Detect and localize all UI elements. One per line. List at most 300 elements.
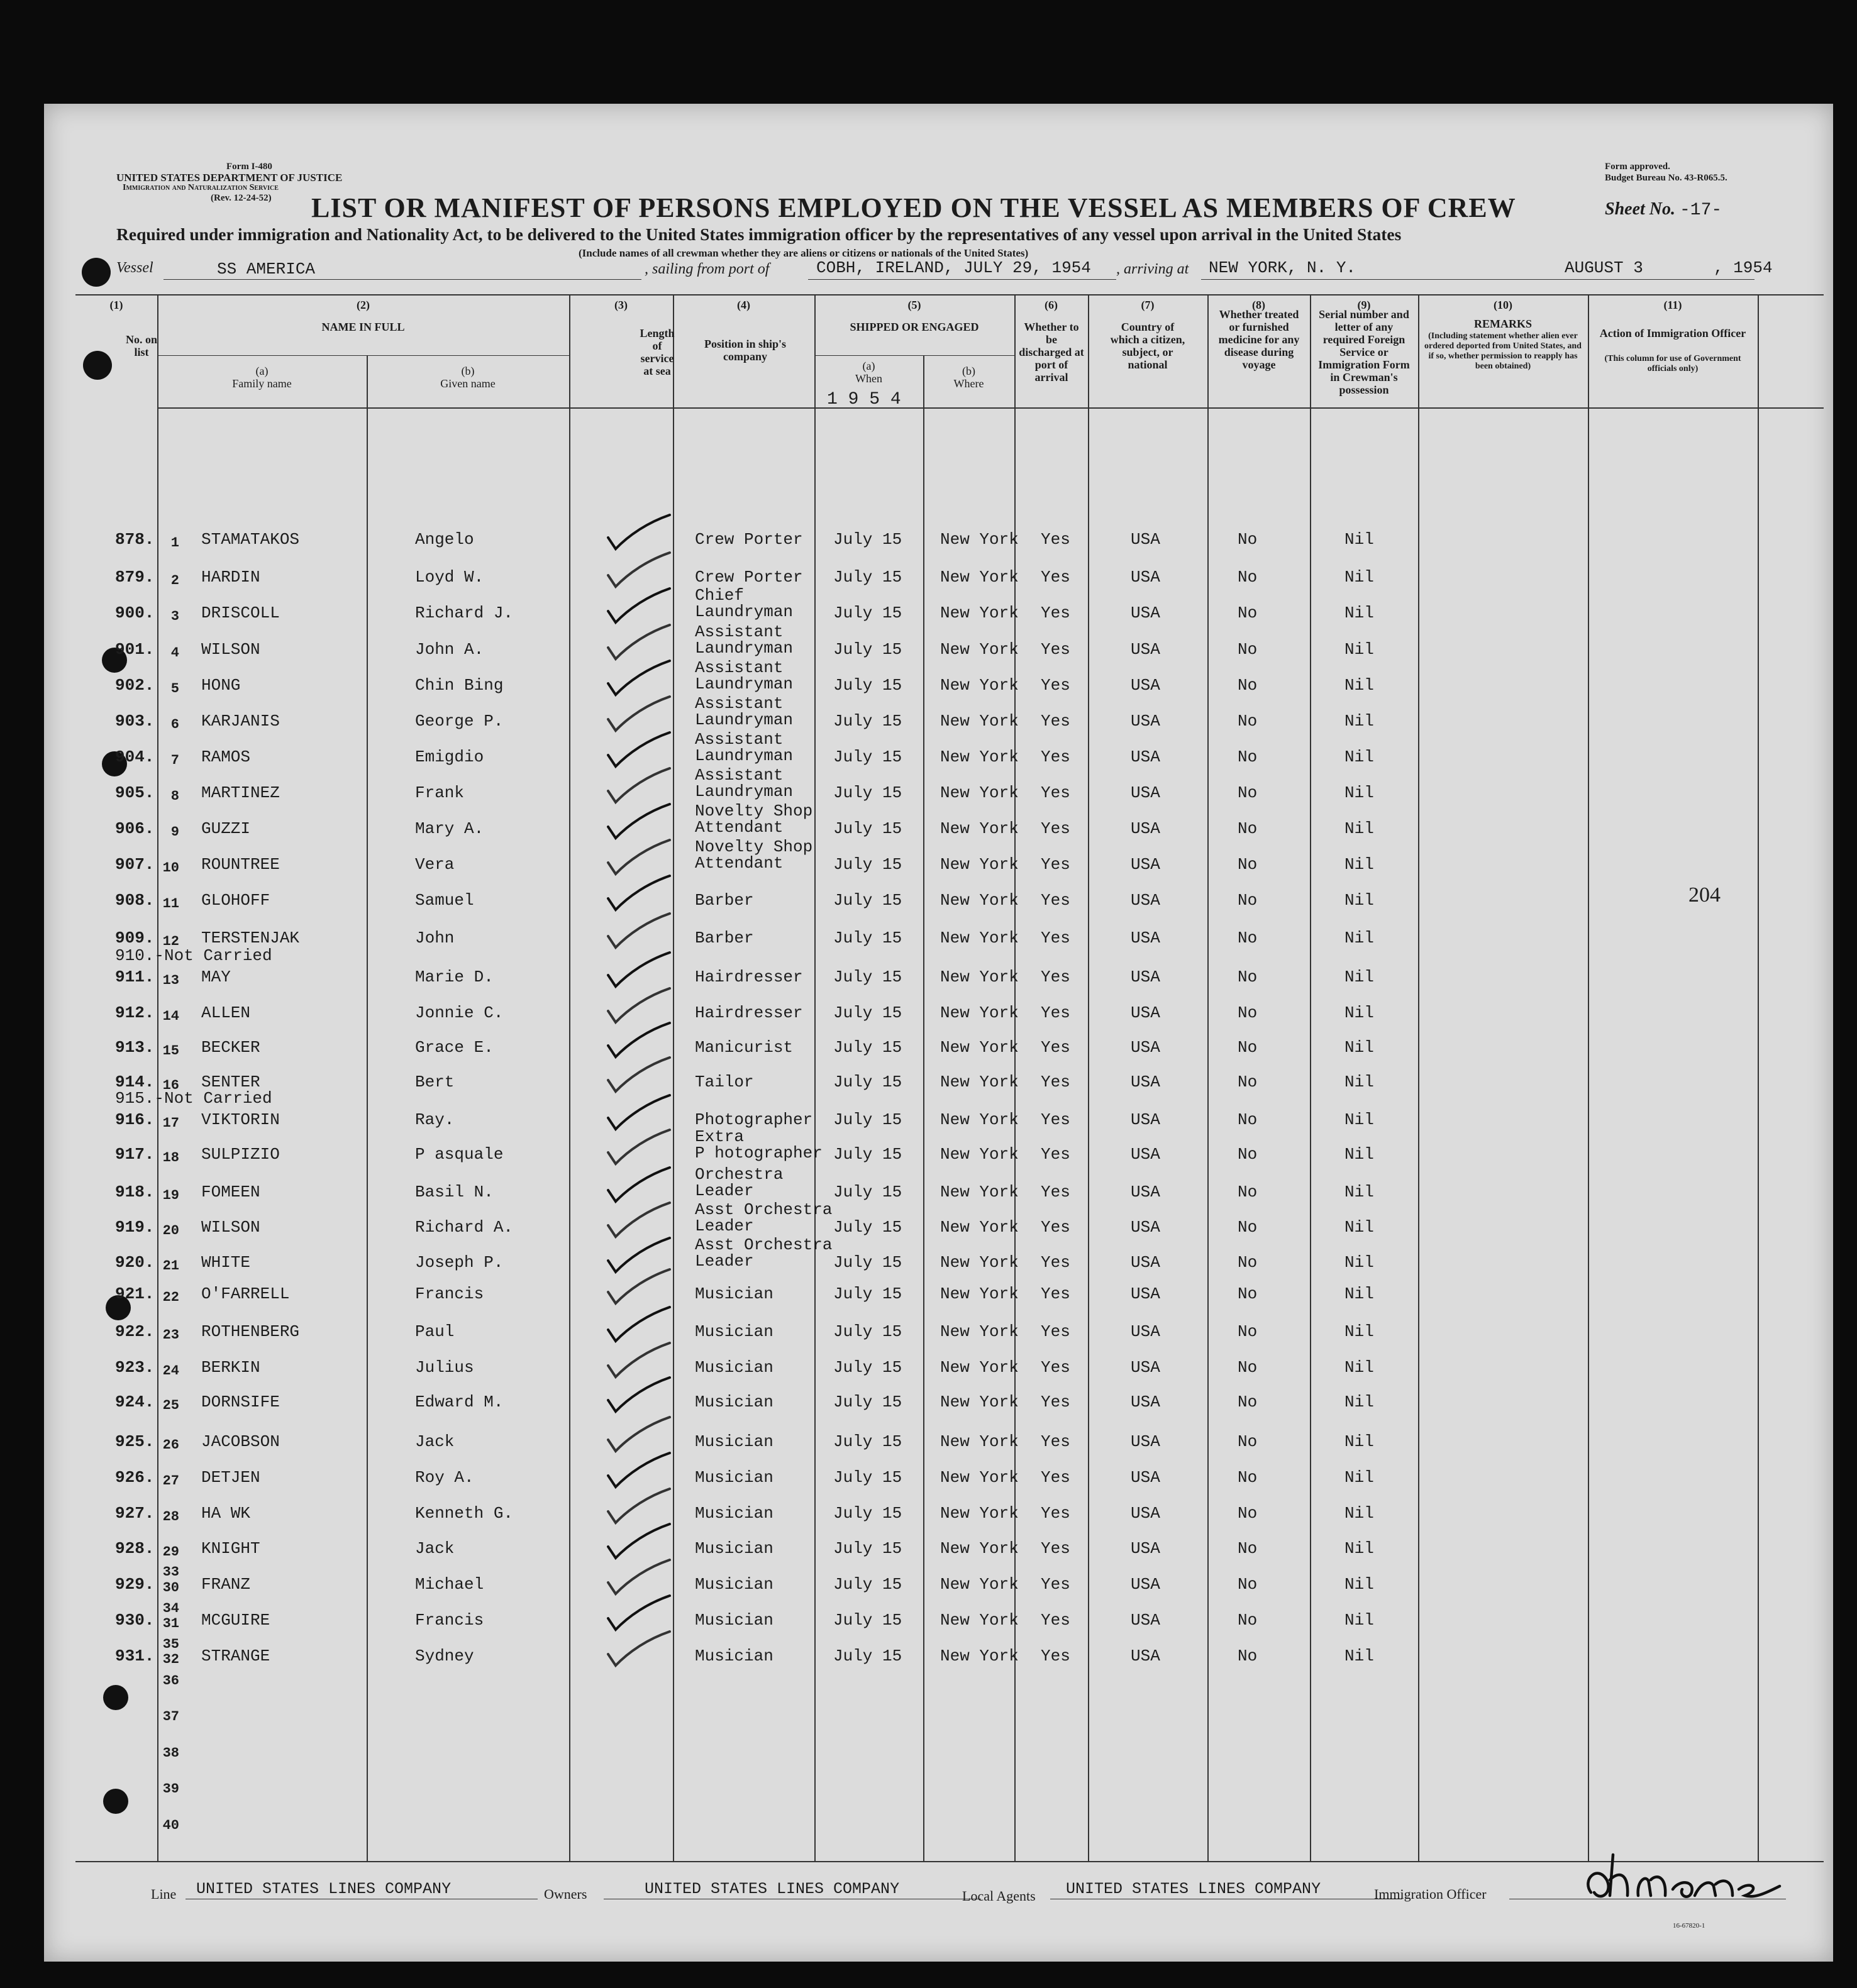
checkmark [608, 1596, 670, 1630]
shipped-where: New York [940, 568, 1019, 587]
citizenship: USA [1131, 891, 1160, 910]
line-number: 8 [170, 788, 179, 804]
shipped-when: July 15 [833, 1647, 902, 1665]
checkmark [608, 1307, 670, 1341]
print-code: 16-67820-1 [1673, 1922, 1705, 1930]
family-name: STAMATAKOS [201, 530, 300, 549]
service-checkmarks [44, 104, 1833, 1962]
given-name: Marie D. [415, 968, 494, 986]
line-number: 22 [162, 1289, 179, 1305]
budget-bureau: Budget Bureau No. 43-R065.5. [1605, 173, 1727, 183]
empty-line-number: 40 [162, 1817, 179, 1833]
shipped-where: New York [940, 1393, 1019, 1411]
position: Musician [695, 1468, 773, 1487]
serial-number: Nil [1344, 1253, 1374, 1272]
checkmark [608, 588, 670, 622]
position: Hairdresser [695, 1003, 803, 1022]
col-2-header: NAME IN FULL [321, 321, 405, 333]
given-name: Sydney [415, 1647, 474, 1665]
checkmark [608, 1489, 670, 1523]
position: Musician [695, 1284, 773, 1303]
given-name: Jonnie C. [415, 1003, 504, 1022]
serial-number: Nil [1344, 604, 1374, 622]
list-number: 906. [115, 819, 155, 838]
owners-label: Owners [544, 1886, 587, 1902]
family-name: WILSON [201, 1218, 260, 1237]
line-number: 25 [162, 1398, 179, 1413]
position: Extra P hotographer [695, 1127, 823, 1162]
discharge-status: Yes [1041, 640, 1070, 659]
serial-number: Nil [1344, 1432, 1374, 1451]
discharge-status: Yes [1041, 1504, 1070, 1523]
discharge-status: Yes [1041, 1284, 1070, 1303]
discharge-status: Yes [1041, 1218, 1070, 1237]
medicine-status: No [1238, 1110, 1258, 1129]
empty-line-number: 37 [162, 1709, 179, 1725]
citizenship: USA [1131, 1110, 1160, 1129]
discharge-status: Yes [1041, 1611, 1070, 1630]
serial-number: Nil [1344, 568, 1374, 587]
medicine-status: No [1238, 929, 1258, 947]
serial-number: Nil [1344, 1539, 1374, 1558]
form-note: (Include names of all crewman whether they are aliens or citizens or nationals of the United States) [579, 247, 1029, 259]
given-name: Vera [415, 855, 455, 874]
shipped-where: New York [940, 819, 1019, 838]
discharge-status: Yes [1041, 1145, 1070, 1164]
family-name: KARJANIS [201, 712, 280, 731]
checkmark [608, 1203, 670, 1237]
serial-number: Nil [1344, 855, 1374, 874]
family-name: BERKIN [201, 1358, 260, 1377]
family-name: WHITE [201, 1253, 251, 1272]
checkmark [608, 768, 670, 802]
medicine-status: No [1238, 819, 1258, 838]
position: Asst Orchestra Leader [695, 1235, 833, 1271]
family-name: BECKER [201, 1038, 260, 1057]
vessel-name: SS AMERICA [217, 260, 316, 279]
discharge-status: Yes [1041, 712, 1070, 731]
family-name: KNIGHT [201, 1539, 260, 1558]
position: Assistant Laundryman [695, 622, 794, 658]
shipped-where: New York [940, 1003, 1019, 1022]
col-8-header: Whether treated or furnished medicine for any disease during voyage [1218, 308, 1300, 371]
arrival-port: NEW YORK, N. Y. [1209, 258, 1356, 277]
position: Assistant Laundryman [695, 658, 794, 693]
line-number: 14 [162, 1008, 179, 1024]
discharge-status: Yes [1041, 1575, 1070, 1594]
medicine-status: No [1238, 1145, 1258, 1164]
medicine-status: No [1238, 1358, 1258, 1377]
list-number: 911. [115, 968, 155, 986]
shipped-when: July 15 [833, 1393, 902, 1411]
shipped-when: July 15 [833, 1432, 902, 1451]
checkmark [608, 697, 670, 731]
serial-number: Nil [1344, 1218, 1374, 1237]
shipped-where: New York [940, 1432, 1019, 1451]
given-name: Richard A. [415, 1218, 514, 1237]
line-number: 24 [162, 1363, 179, 1379]
shipped-when: July 15 [833, 1358, 902, 1377]
col-3-number: (3) [614, 299, 628, 311]
citizenship: USA [1131, 676, 1160, 695]
position: Hairdresser [695, 968, 803, 986]
citizenship: USA [1131, 1393, 1160, 1411]
shipped-where: New York [940, 712, 1019, 731]
given-name: Julius [415, 1358, 474, 1377]
col-3-header: Length of service at sea [640, 327, 675, 377]
line-label: Line [151, 1886, 177, 1902]
line-number: 11 [162, 896, 179, 912]
list-number: 922. [115, 1322, 155, 1341]
checkmark [608, 625, 670, 659]
citizenship: USA [1131, 929, 1160, 947]
medicine-status: No [1238, 1504, 1258, 1523]
arriving-label: , arriving at [1116, 261, 1189, 277]
given-name: Frank [415, 783, 465, 802]
shipped-when: July 15 [833, 783, 902, 802]
shipped-where: New York [940, 1145, 1019, 1164]
serial-number: Nil [1344, 640, 1374, 659]
department-name: UNITED STATES DEPARTMENT OF JUSTICE [116, 172, 343, 184]
shipped-where: New York [940, 676, 1019, 695]
shipped-when: July 15 [833, 891, 902, 910]
col-5b-header: Where [953, 377, 984, 390]
shipped-where: New York [940, 968, 1019, 986]
shipped-where: New York [940, 891, 1019, 910]
checkmark [608, 1378, 670, 1411]
citizenship: USA [1131, 1539, 1160, 1558]
family-name: MAY [201, 968, 231, 986]
shipped-when: July 15 [833, 748, 902, 766]
col-1-header: No. on list [125, 333, 157, 358]
serial-number: Nil [1344, 1504, 1374, 1523]
shipped-when: July 15 [833, 568, 902, 587]
position: Musician [695, 1432, 773, 1451]
shipped-when: July 15 [833, 1468, 902, 1487]
citizenship: USA [1131, 530, 1160, 549]
medicine-status: No [1238, 530, 1258, 549]
serial-number: Nil [1344, 819, 1374, 838]
position: Asst Orchestra Leader [695, 1200, 833, 1235]
citizenship: USA [1131, 604, 1160, 622]
medicine-status: No [1238, 968, 1258, 986]
list-number: 921. [115, 1284, 155, 1303]
discharge-status: Yes [1041, 891, 1070, 910]
checkmark [608, 732, 670, 766]
checkmark [608, 988, 670, 1022]
serial-number: Nil [1344, 748, 1374, 766]
serial-number: Nil [1344, 1110, 1374, 1129]
medicine-status: No [1238, 1468, 1258, 1487]
medicine-status: No [1238, 1253, 1258, 1272]
citizenship: USA [1131, 748, 1160, 766]
shipped-where: New York [940, 1575, 1019, 1594]
serial-number: Nil [1344, 1003, 1374, 1022]
discharge-status: Yes [1041, 1393, 1070, 1411]
line-number: 20 [162, 1223, 179, 1239]
citizenship: USA [1131, 1284, 1160, 1303]
given-name: Ray. [415, 1110, 455, 1129]
serial-number: Nil [1344, 968, 1374, 986]
shipped-where: New York [940, 1183, 1019, 1201]
family-name: GUZZI [201, 819, 251, 838]
shipped-when: July 15 [833, 929, 902, 947]
discharge-status: Yes [1041, 1647, 1070, 1665]
shipped-when: July 15 [833, 855, 902, 874]
serial-number: Nil [1344, 1284, 1374, 1303]
family-name: HONG [201, 676, 241, 695]
shipped-where: New York [940, 1322, 1019, 1341]
list-number: 918. [115, 1183, 155, 1201]
line-number: 1 [170, 535, 179, 551]
line-number: 23 [162, 1327, 179, 1343]
given-name: Angelo [415, 530, 474, 549]
given-name: John A. [415, 640, 484, 659]
col-5-number: (5) [907, 299, 921, 311]
citizenship: USA [1131, 640, 1160, 659]
officer-signature [1578, 1845, 1805, 1914]
discharge-status: Yes [1041, 748, 1070, 766]
not-carried-note: 910.-Not Carried [115, 946, 272, 965]
shipped-when: July 15 [833, 712, 902, 731]
medicine-status: No [1238, 676, 1258, 695]
citizenship: USA [1131, 1218, 1160, 1237]
line-company: UNITED STATES LINES COMPANY [196, 1880, 452, 1898]
list-number: 904. [115, 748, 155, 766]
family-name: ROTHENBERG [201, 1322, 300, 1341]
family-name: FOMEEN [201, 1183, 260, 1201]
family-name: JACOBSON [201, 1432, 280, 1451]
family-name: MARTINEZ [201, 783, 280, 802]
given-name: Richard J. [415, 604, 514, 622]
position: Orchestra Leader [695, 1165, 784, 1200]
list-number: 914. [115, 1073, 155, 1091]
list-number: 928. [115, 1539, 155, 1558]
empty-line-number: 33 [162, 1564, 179, 1580]
list-number: 903. [115, 712, 155, 731]
position: Musician [695, 1575, 773, 1594]
list-number: 920. [115, 1253, 155, 1272]
line-number: 3 [170, 609, 179, 624]
shipped-when: July 15 [833, 640, 902, 659]
form-revision: (Rev. 12-24-52) [211, 193, 272, 203]
shipped-when: July 15 [833, 676, 902, 695]
citizenship: USA [1131, 1073, 1160, 1091]
shipped-where: New York [940, 604, 1019, 622]
discharge-status: Yes [1041, 1539, 1070, 1558]
citizenship: USA [1131, 1647, 1160, 1665]
shipped-where: New York [940, 1038, 1019, 1057]
family-name: GLOHOFF [201, 891, 270, 910]
family-name: ROUNTREE [201, 855, 280, 874]
family-name: WILSON [201, 640, 260, 659]
serial-number: Nil [1344, 1575, 1374, 1594]
discharge-status: Yes [1041, 929, 1070, 947]
empty-line-number: 39 [162, 1781, 179, 1797]
col-10-header: REMARKS [1473, 318, 1532, 330]
shipped-when: July 15 [833, 1145, 902, 1164]
line-number: 26 [162, 1437, 179, 1453]
serial-number: Nil [1344, 530, 1374, 549]
position: Musician [695, 1322, 773, 1341]
family-name: SENTER [201, 1073, 260, 1091]
shipped-where: New York [940, 1073, 1019, 1091]
list-number: 930. [115, 1611, 155, 1630]
citizenship: USA [1131, 968, 1160, 986]
shipped-when: July 15 [833, 1611, 902, 1630]
vessel-label: Vessel [116, 260, 153, 276]
form-title: LIST OR MANIFEST OF PERSONS EMPLOYED ON THE VESSEL AS MEMBERS OF CREW [311, 192, 1516, 223]
form-number: Form I-480 [226, 162, 272, 172]
shipped-where: New York [940, 1218, 1019, 1237]
family-name: DORNSIFE [201, 1393, 280, 1411]
medicine-status: No [1238, 1284, 1258, 1303]
citizenship: USA [1131, 1468, 1160, 1487]
checkmark [608, 1130, 670, 1164]
citizenship: USA [1131, 1183, 1160, 1201]
line-number: 5 [170, 681, 179, 697]
serial-number: Nil [1344, 676, 1374, 695]
list-number: 879. [115, 568, 155, 587]
shipped-where: New York [940, 748, 1019, 766]
checkmark [608, 1269, 670, 1303]
medicine-status: No [1238, 1322, 1258, 1341]
shipped-year: 1 9 5 4 [827, 390, 901, 409]
col-5a-header: When [855, 372, 882, 385]
citizenship: USA [1131, 1003, 1160, 1022]
line-number: 18 [162, 1150, 179, 1166]
list-number: 925. [115, 1432, 155, 1451]
given-name: Paul [415, 1322, 455, 1341]
manifest-sheet [44, 104, 1833, 1962]
checkmark [608, 1168, 670, 1201]
checkmark [608, 1238, 670, 1272]
position: Novelty Shop Attendant [695, 802, 813, 837]
list-number: 878. [115, 530, 155, 549]
empty-line-number: 34 [162, 1600, 179, 1616]
position: Assistant Laundryman [695, 766, 794, 801]
position: Novelty Shop Attendant [695, 837, 813, 873]
given-name: Francis [415, 1611, 484, 1630]
position: Tailor [695, 1073, 754, 1091]
list-number: 902. [115, 676, 155, 695]
shipped-where: New York [940, 530, 1019, 549]
discharge-status: Yes [1041, 530, 1070, 549]
col-2a-header: Family name [232, 377, 292, 390]
col-11-number: (11) [1663, 299, 1682, 311]
discharge-status: Yes [1041, 1110, 1070, 1129]
line-number: 21 [162, 1258, 179, 1274]
checkmark [608, 1023, 670, 1057]
medicine-status: No [1238, 855, 1258, 874]
medicine-status: No [1238, 1539, 1258, 1558]
given-name: Michael [415, 1575, 484, 1594]
discharge-status: Yes [1041, 604, 1070, 622]
given-name: Basil N. [415, 1183, 494, 1201]
shipped-when: July 15 [833, 1322, 902, 1341]
shipped-when: July 15 [833, 1003, 902, 1022]
col-10-number: (10) [1494, 299, 1512, 311]
given-name: Joseph P. [415, 1253, 504, 1272]
checkmark [608, 1524, 670, 1558]
shipped-where: New York [940, 1110, 1019, 1129]
not-carried-note: 915.-Not Carried [115, 1089, 272, 1108]
line-number: 9 [170, 824, 179, 840]
line-number: 10 [162, 860, 179, 876]
discharge-status: Yes [1041, 855, 1070, 874]
medicine-status: No [1238, 1575, 1258, 1594]
family-name: TERSTENJAK [201, 929, 300, 947]
line-number: 29 [162, 1544, 179, 1560]
col-6-header: Whether to be discharged at port of arrival [1019, 321, 1084, 384]
medicine-status: No [1238, 1073, 1258, 1091]
col-4-number: (4) [737, 299, 750, 311]
family-name: FRANZ [201, 1575, 251, 1594]
col-7-number: (7) [1141, 299, 1155, 311]
shipped-when: July 15 [833, 819, 902, 838]
col-7-header: Country of which a citizen, subject, or national [1110, 321, 1185, 371]
position: Musician [695, 1393, 773, 1411]
medicine-status: No [1238, 1003, 1258, 1022]
serial-number: Nil [1344, 891, 1374, 910]
given-name: Francis [415, 1284, 484, 1303]
given-name: Roy A. [415, 1468, 474, 1487]
serial-number: Nil [1344, 1183, 1374, 1201]
checkmark [608, 1058, 670, 1091]
col-2b-number: (b) [461, 365, 475, 377]
position: Chief Laundryman [695, 586, 794, 621]
citizenship: USA [1131, 1145, 1160, 1164]
list-number: 905. [115, 783, 155, 802]
serial-number: Nil [1344, 1038, 1374, 1057]
family-name: DRISCOLL [201, 604, 280, 622]
line-number: 16 [162, 1078, 179, 1093]
serial-number: Nil [1344, 929, 1374, 947]
discharge-status: Yes [1041, 783, 1070, 802]
service-name: Immigration and Naturalization Service [123, 183, 279, 192]
checkmark [608, 1453, 670, 1487]
serial-number: Nil [1344, 1611, 1374, 1630]
given-name: Mary A. [415, 819, 484, 838]
col-1-number: (1) [109, 299, 123, 311]
col-2b-header: Given name [440, 377, 496, 390]
list-number: 908. [115, 891, 155, 910]
serial-number: Nil [1344, 783, 1374, 802]
position: Assistant Laundryman [695, 694, 794, 729]
serial-number: Nil [1344, 1073, 1374, 1091]
citizenship: USA [1131, 783, 1160, 802]
col-9-header: Serial number and letter of any required Foreign Service or Immigration Form in Crewman's possession [1318, 308, 1410, 396]
medicine-status: No [1238, 1647, 1258, 1665]
family-name: SULPIZIO [201, 1145, 280, 1164]
line-number: 2 [170, 573, 179, 588]
family-name: VIKTORIN [201, 1110, 280, 1129]
list-number: 907. [115, 855, 155, 874]
position: Musician [695, 1611, 773, 1630]
line-number: 13 [162, 973, 179, 988]
discharge-status: Yes [1041, 1073, 1070, 1091]
given-name: Edward M. [415, 1393, 504, 1411]
shipped-where: New York [940, 855, 1019, 874]
col-4-header: Position in ship's company [704, 338, 787, 363]
medicine-status: No [1238, 748, 1258, 766]
list-number: 901. [115, 640, 155, 659]
discharge-status: Yes [1041, 1468, 1070, 1487]
discharge-status: Yes [1041, 1038, 1070, 1057]
medicine-status: No [1238, 712, 1258, 731]
col-10-note: (Including statement whether alien ever ordered deported from United States, and if so, whether permission to reapply has been obtained) [1424, 331, 1582, 371]
discharge-status: Yes [1041, 1322, 1070, 1341]
